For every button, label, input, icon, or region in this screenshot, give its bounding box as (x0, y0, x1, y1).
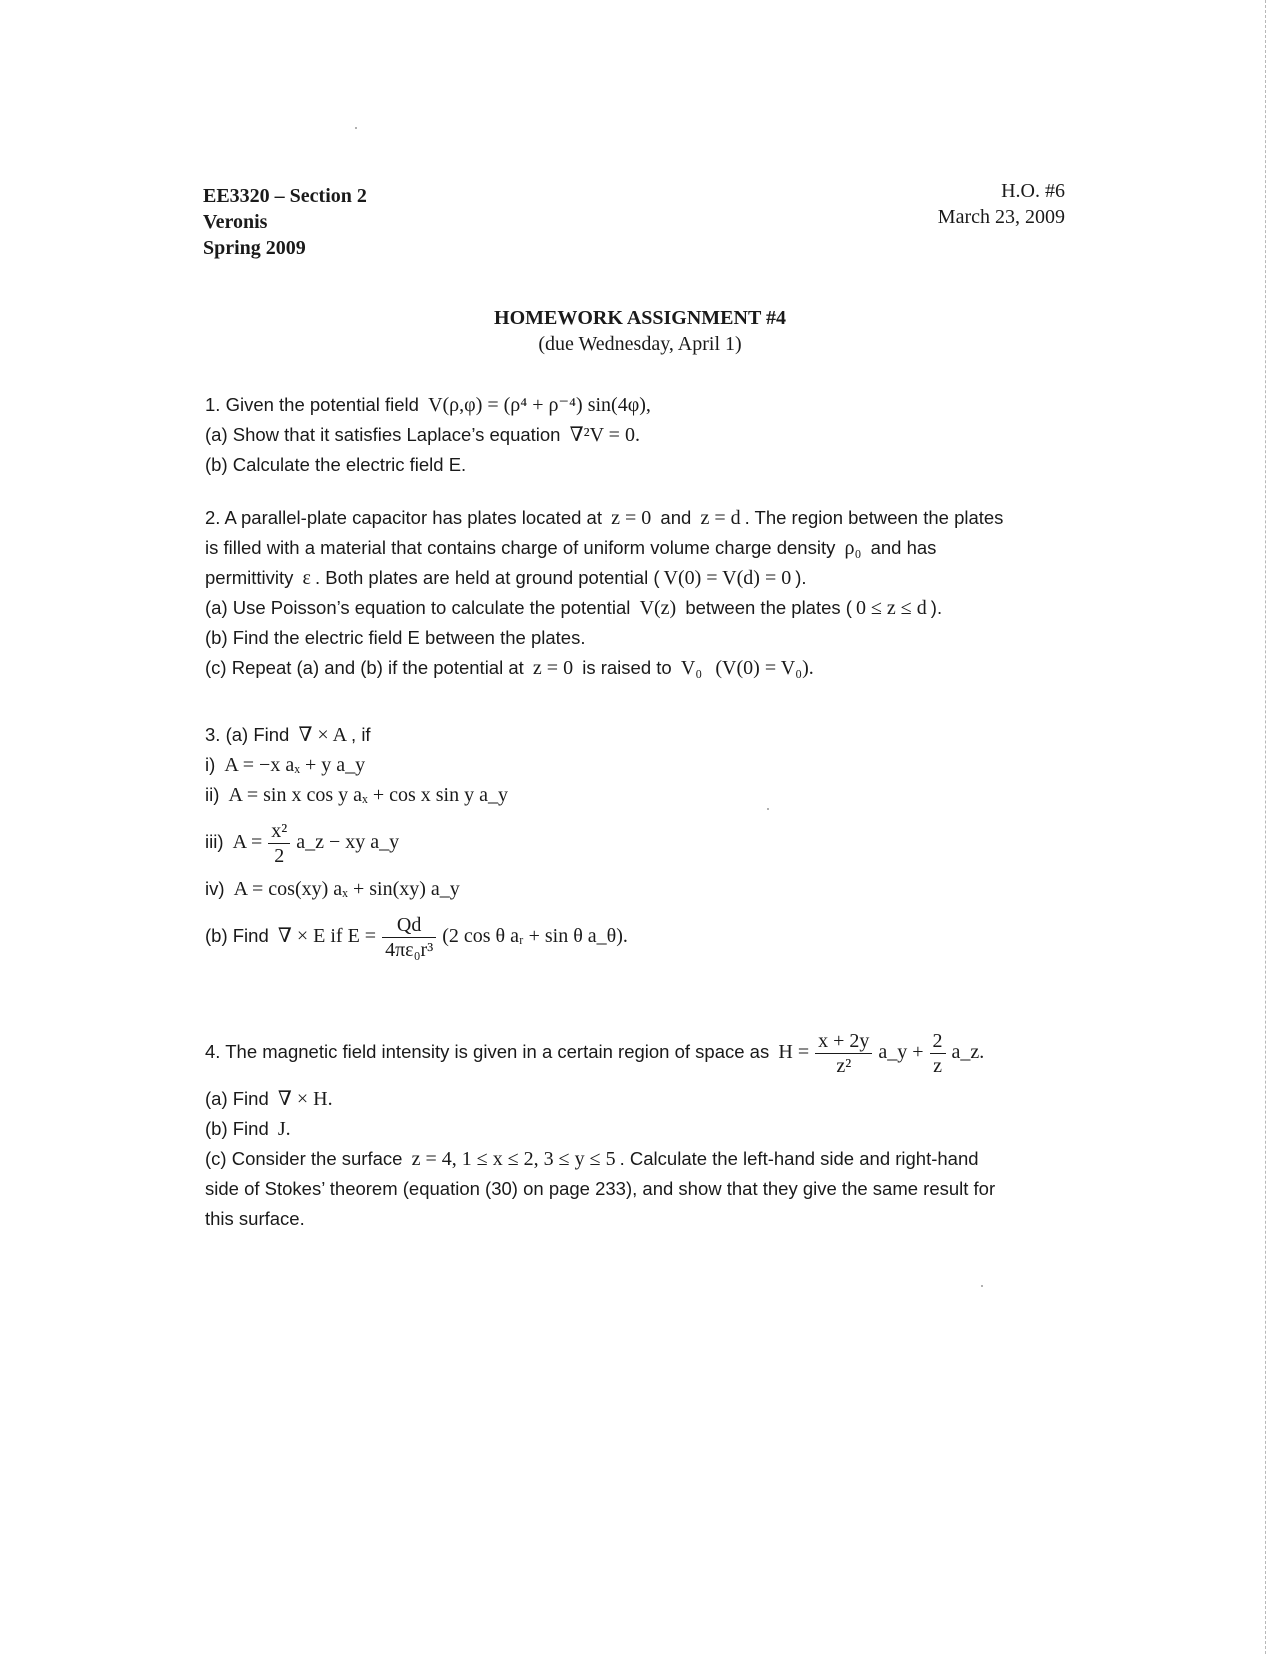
problem-text: and (660, 507, 692, 528)
instructor-name: Veronis (203, 211, 268, 233)
problem-3-part-b (205, 904, 1075, 968)
problem-2-line-2 (205, 533, 1075, 563)
problem-text: and has (870, 537, 937, 558)
inline-math: A = (232, 831, 263, 853)
problem-4-part-b (205, 1114, 1075, 1144)
problem-text: . Calculate the left-hand side and right-hand (619, 1148, 979, 1169)
problem-text: . The region between the plates (744, 507, 1004, 528)
inline-math: V(z) (639, 597, 677, 619)
inline-math: 0 ≤ z ≤ d (855, 597, 927, 619)
problem-text: (a) Find (205, 1088, 269, 1109)
problem-4-part-c-line-2: side of Stokes’ theorem (equation (30) on page 233), and show that they give the same result for (205, 1178, 996, 1199)
course-name: EE3320 – Section 2 (203, 185, 367, 207)
problem-text: is raised to (582, 657, 672, 678)
problem-4-part-c-line-3: this surface. (205, 1208, 305, 1229)
problem-2 (205, 503, 1075, 683)
problem-1-part-a (205, 420, 1075, 450)
problem-3-item-iii (205, 810, 1075, 874)
problem-text: (c) Consider the surface (205, 1148, 403, 1169)
problem-2-part-a (205, 593, 1075, 623)
term: Spring 2009 (203, 237, 306, 259)
inline-math: a_z. (951, 1041, 985, 1063)
problem-text: ). (795, 567, 807, 588)
problem-text: (a) Use Poisson’s equation to calculate the potential (205, 597, 631, 618)
fraction (815, 1029, 872, 1078)
problem-3-item-iv (205, 874, 1075, 904)
item-label: iv) (205, 878, 225, 899)
inline-math: z = 4, 1 ≤ x ≤ 2, 3 ≤ y ≤ 5 (411, 1148, 616, 1170)
fraction-numerator: x + 2y (815, 1029, 872, 1054)
fraction-numerator: Qd (382, 913, 436, 938)
potential-equation: V(ρ,φ) = (ρ⁴ + ρ⁻⁴) sin(4φ), (428, 394, 651, 416)
inline-math: (2 cos θ aᵣ + sin θ a_θ). (442, 925, 628, 947)
problem-text: (b) Find (205, 1118, 269, 1139)
fraction-numerator: x² (268, 819, 290, 844)
laplace-equation: ∇²V = 0. (569, 424, 640, 446)
scan-speck (355, 127, 357, 129)
handout-date: March 23, 2009 (937, 206, 1065, 228)
vector-field-equation: A = cos(xy) aₓ + sin(xy) a_y (233, 878, 460, 900)
fraction-numerator: 2 (930, 1029, 946, 1054)
inline-math: ∇ × E if E = (277, 925, 377, 947)
inline-math: ∇ × A (298, 724, 348, 746)
inline-math: ∇ × H. (277, 1088, 333, 1110)
fraction-denominator: 4πε₀r³ (385, 938, 434, 961)
problem-2-line-3 (205, 563, 1075, 593)
problem-3-part-a (205, 720, 1075, 750)
inline-math: V₀ (680, 657, 703, 679)
inline-math: a_z − xy a_y (296, 831, 400, 853)
problem-1-part-b: (b) Calculate the electric field E. (205, 454, 467, 475)
problem-text: 2. A parallel-plate capacitor has plates located at (205, 507, 602, 528)
assignment-title-block (340, 305, 940, 357)
inline-math: J. (277, 1118, 291, 1140)
problem-4-part-a (205, 1084, 1075, 1114)
vector-field-equation: A = −x aₓ + y a_y (224, 754, 366, 776)
handout-header (860, 178, 1065, 230)
fraction (268, 819, 290, 868)
problem-text: (a) Show that it satisfies Laplace’s equation (205, 424, 561, 445)
item-label: ii) (205, 784, 220, 805)
fraction (382, 913, 436, 962)
problem-2-line-1 (205, 503, 1075, 533)
problem-1-intro (205, 390, 1075, 420)
assignment-title: HOMEWORK ASSIGNMENT #4 (494, 307, 786, 329)
item-label: i) (205, 754, 216, 775)
problem-text: 1. Given the potential field (205, 394, 419, 415)
problem-4 (205, 1020, 1075, 1234)
inline-math: z = 0 (611, 507, 652, 529)
inline-math: V(0) = V(d) = 0 (663, 567, 792, 589)
problem-text: 4. The magnetic field intensity is given in a certain region of space as (205, 1041, 770, 1062)
problem-text: , if (351, 724, 371, 745)
problem-text: (b) Find (205, 925, 269, 946)
problem-text: 3. (a) Find (205, 724, 290, 745)
fraction-denominator: z (933, 1054, 942, 1077)
fraction-denominator: 2 (274, 844, 285, 867)
course-header (203, 183, 367, 261)
scan-speck (981, 1285, 983, 1287)
problem-4-part-c-line-1 (205, 1144, 1075, 1174)
fraction-denominator: z² (836, 1054, 852, 1077)
scan-edge (1264, 0, 1266, 1654)
fraction (930, 1029, 946, 1078)
inline-math: (V(0) = V₀). (715, 657, 814, 679)
problem-text: between the plates ( (685, 597, 852, 618)
problem-text: . Both plates are held at ground potential ( (314, 567, 660, 588)
problem-text: is filled with a material that contains charge of uniform volume charge density (205, 537, 836, 558)
problem-3-item-ii (205, 780, 1075, 810)
inline-math: ρ₀ (844, 537, 862, 559)
problem-4-intro (205, 1020, 1075, 1084)
problem-1 (205, 390, 1075, 480)
problem-2-part-b: (b) Find the electric field E between the plates. (205, 627, 586, 648)
problem-3 (205, 720, 1075, 968)
assignment-due: (due Wednesday, April 1) (538, 333, 742, 355)
inline-math: z = d (700, 507, 741, 529)
problem-2-part-c (205, 653, 1075, 683)
inline-math: ε (302, 567, 311, 589)
problem-text: permittivity (205, 567, 294, 588)
inline-math: H = (778, 1041, 810, 1063)
problem-text: (c) Repeat (a) and (b) if the potential at (205, 657, 524, 678)
vector-field-equation: A = sin x cos y aₓ + cos x sin y a_y (228, 784, 508, 806)
inline-math: z = 0 (532, 657, 574, 679)
handout-number: H.O. #6 (1001, 180, 1065, 202)
inline-math: a_y + (878, 1041, 924, 1063)
item-label: iii) (205, 831, 224, 852)
problem-text: ). (930, 597, 943, 618)
problem-3-item-i (205, 750, 1075, 780)
